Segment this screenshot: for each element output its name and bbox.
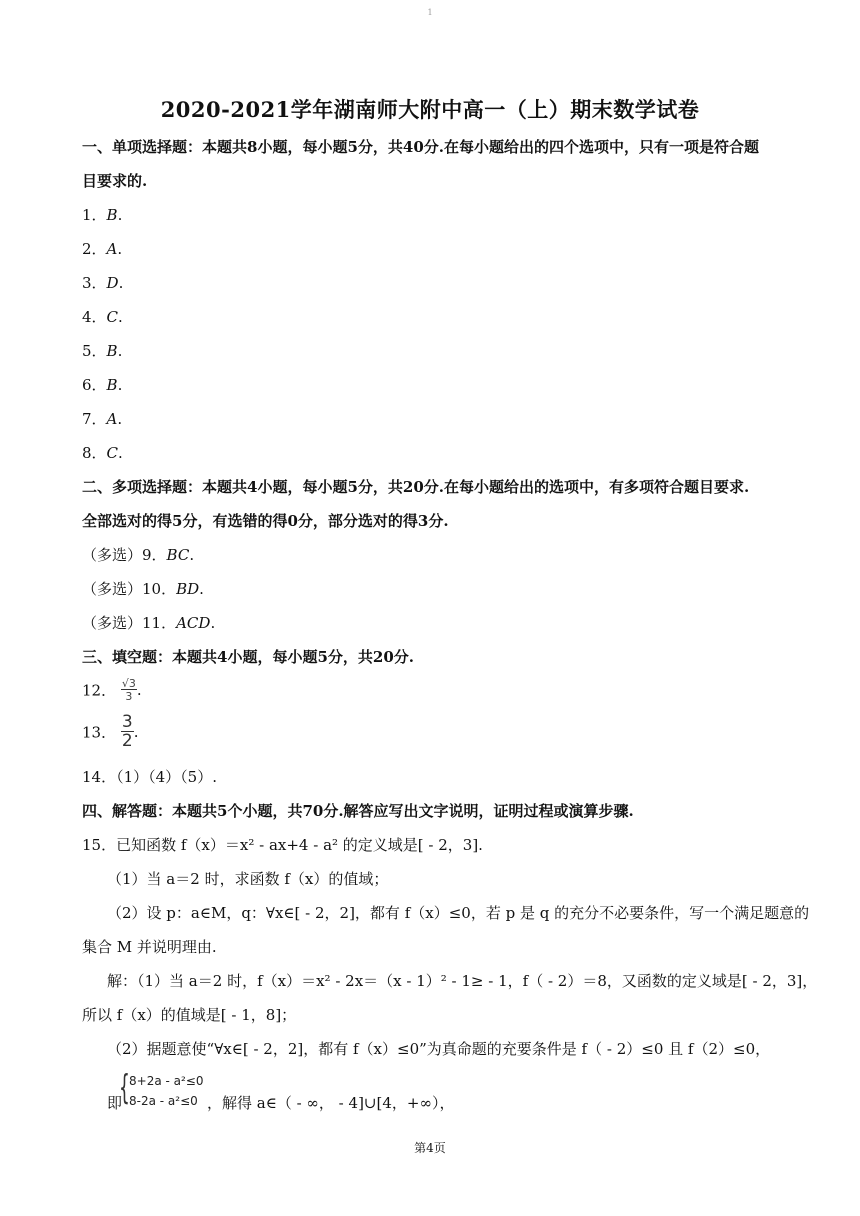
answer-8: 8．C. bbox=[82, 444, 123, 462]
page-mark: 1 bbox=[427, 8, 433, 17]
answer-14: 14．（1）（4）（5）. bbox=[82, 768, 217, 786]
q15-part2-line1: （2）设 p：a∈M，q：∀x∈[ - 2，2]，都有 f（x）≤0，若 p 是 q 的充分不必要条件，写一个满足题意的 bbox=[107, 904, 810, 922]
section2-heading-line2: 全部选对的得5分，有选错的得0分，部分选对的得3分. bbox=[82, 512, 449, 530]
page-footer: 第4页 bbox=[414, 1141, 446, 1155]
system-row-1: 8+2a - a²≤0 bbox=[129, 1074, 204, 1088]
system-suffix: ，解得 a∈（ - ∞， - 4]∪[4，+∞）， bbox=[207, 1094, 455, 1112]
answer-12: 12． $\frac{√3}{3}$ . bbox=[82, 677, 142, 703]
fraction-3-over-2: $\frac{3}{2}$ bbox=[121, 712, 133, 751]
answer-9: （多选）9．BC. bbox=[82, 546, 195, 564]
section4-heading: 四、解答题：本题共5个小题，共70分.解答应写出文字说明，证明过程或演算步骤. bbox=[82, 802, 634, 820]
answer-13: 13． $\frac{3}{2}$ . bbox=[82, 712, 139, 751]
page-title: 2020-2021学年湖南师大附中高一（上）期末数学试卷 bbox=[160, 97, 700, 122]
q15-part1: （1）当 a＝2 时，求函数 f（x）的值域； bbox=[107, 870, 389, 888]
solution-line1: 解：（1）当 a＝2 时，f（x）＝x² - 2x＝（x - 1）² - 1≥ - 1，f（ - 2）＝8，又函数的定义域是[ - 2，3]， bbox=[107, 972, 818, 990]
section3-heading: 三、填空题：本题共4小题，每小题5分，共20分. bbox=[82, 648, 414, 666]
answer-10: （多选）10．BD. bbox=[82, 580, 204, 598]
system-prefix: 即 bbox=[107, 1094, 123, 1112]
answer-5: 5．B. bbox=[82, 342, 123, 360]
answer-3: 3．D. bbox=[82, 274, 124, 292]
section1-heading-line1: 一、单项选择题：本题共8小题，每小题5分，共40分.在每小题给出的四个选项中，只有一项是符合题 bbox=[82, 138, 759, 156]
q15-stem: 15．已知函数 f（x）＝x² - ax+4 - a² 的定义域是[ - 2，3]. bbox=[82, 836, 483, 854]
left-brace: { bbox=[119, 1068, 130, 1108]
answer-2: 2．A. bbox=[82, 240, 123, 258]
answer-6: 6．B. bbox=[82, 376, 123, 394]
solution-line3: （2）据题意使“∀x∈[ - 2，2]，都有 f（x）≤0”为真命题的充要条件是 f（ - 2）≤0 且 f（2）≤0， bbox=[107, 1040, 771, 1058]
q15-part2-line2: 集合 M 并说明理由. bbox=[82, 938, 217, 956]
system-row-2: 8-2a - a²≤0 bbox=[129, 1094, 198, 1108]
fraction-sqrt3-over-3: $\frac{√3}{3}$ bbox=[121, 677, 136, 703]
answer-7: 7．A. bbox=[82, 410, 123, 428]
section2-heading-line1: 二、多项选择题：本题共4小题，每小题5分，共20分.在每小题给出的选项中，有多项符合题目要求. bbox=[82, 478, 750, 496]
answer-11: （多选）11．ACD. bbox=[82, 614, 216, 632]
answer-1: 1．B. bbox=[82, 206, 123, 224]
answer-4: 4．C. bbox=[82, 308, 123, 326]
section1-heading-line2: 目要求的. bbox=[82, 172, 148, 190]
solution-line2: 所以 f（x）的值域是[ - 1，8]； bbox=[82, 1006, 297, 1024]
